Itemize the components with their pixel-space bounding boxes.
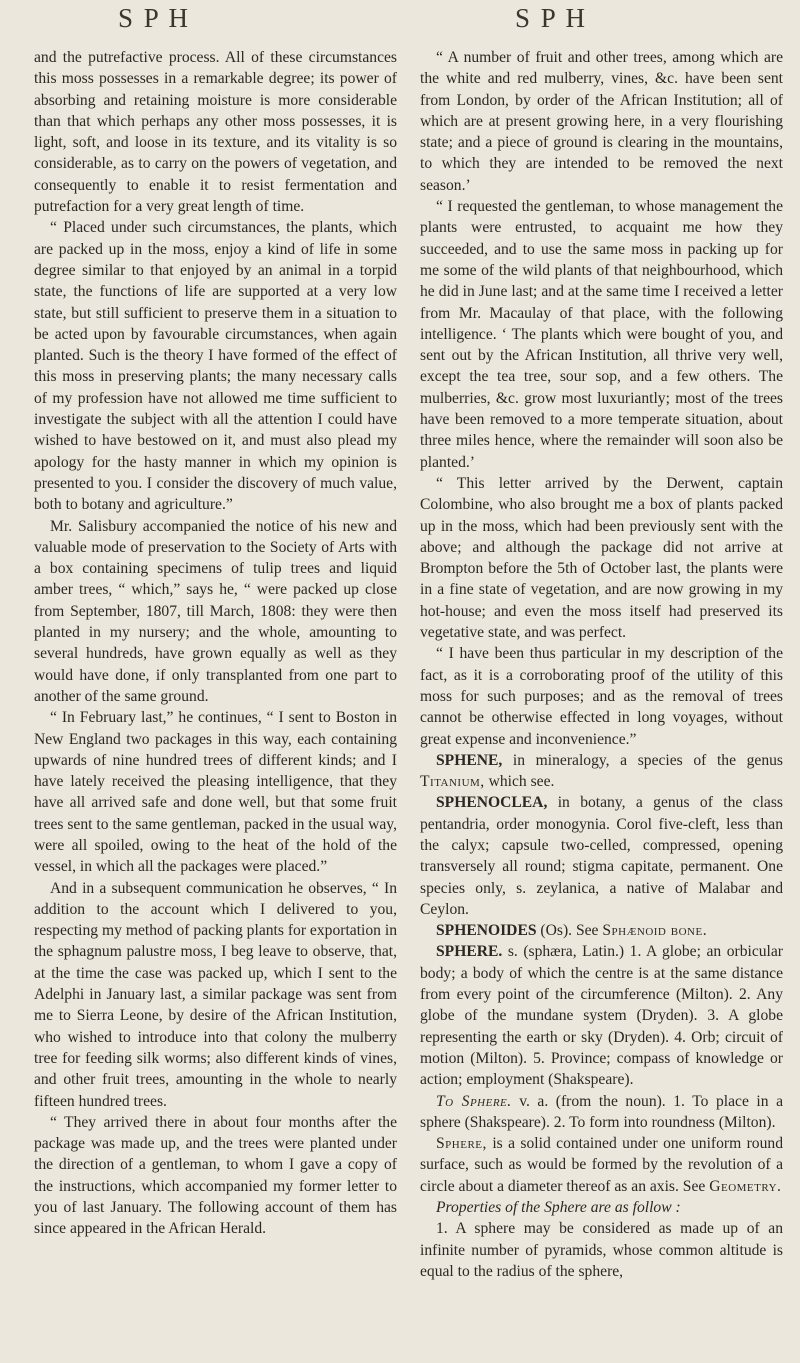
left-column: [34, 47, 397, 1240]
page-signature-left: S P H: [118, 3, 191, 33]
paragraph: And in a subsequent communication he observes, “ In addition to the account which I delivered to you, respecting my method of packing plants for exportation in the sphagnum palustre moss, I beg leave to observe, that, at the time the case was packed up, which I sent to the Adelphi in January last, a similar package was sent from me to Sierra Leone, by desire of the African Institution, who wished to introduce into that colony the mulberry tree for feeding silk worms; also different kinds of vines, and other fruit trees, amounting in the whole to nearly fifteen hundred trees.: [34, 879, 397, 1110]
entry-term: SPHENE,: [436, 751, 503, 769]
entry-term: SPHENOCLEA,: [436, 794, 548, 812]
entry-term: SPHERE.: [436, 943, 503, 961]
dictionary-entry-to-sphere: [420, 1091, 783, 1134]
paragraph: “ I requested the gentleman, to whose management the plants were entrusted, to acquaint me how they succeeded, and to use the same moss in packing up for me some of the wild plants of that neighbourhood, which he did in June last; and at the same time I received a letter from Mr. Macaulay of that place, with the following intelligence. ‘ The plants which were bought of you, and sent out by the African Institution, all thrive very well, except the tea tree, sour sop, and a few others. The mulberries, &c. grow most luxuriantly; most of the trees have been removed to a more temperate situation, about three miles hence, where the remainder will soon also be planted.’: [420, 198, 783, 471]
entry-text: s. (sphæra, Latin.) 1. A globe; an orbicular body; a body of which the centre is at the same distance from every point of the circumference (Milton). 2. Any globe of the mundane system (Dryden). 3. A globe representing the earth or sky (Dryden). 4. Orb; circuit of motion (Milton). 5. Province; compass of knowledge or action; employment (Shakspeare).: [420, 943, 783, 1089]
paragraph: “ A number of fruit and other trees, among which are the white and red mulberry, vines, &c. have been sent from London, by order of the African Institution; all of which are at present growing here, in a very flourishing state; and a piece of ground is clearing in the mountains, to which they are intended to be removed the next season.’: [420, 49, 783, 194]
entry-text: which see.: [484, 773, 555, 791]
dictionary-entry-sphenoclea: [420, 792, 783, 920]
paragraph: 1. A sphere may be considered as made up of an infinite number of pyramids, whose common altitude is equal to the radius of the sphere,: [420, 1220, 783, 1280]
entry-term: SPHENOIDES: [436, 922, 537, 940]
dictionary-entry-sphere: [420, 941, 783, 1090]
entry-genus: Titanium,: [420, 773, 485, 791]
entry-text: is a solid contained under one uniform round surface, such as would be formed by the revolution of a circle about a diameter thereof as an axis. See: [420, 1135, 783, 1195]
paragraph: “ I have been thus particular in my description of the fact, as it is a corroborating proof of the utility of this moss for such purposes; and as the removal of trees cannot be otherwise effected in long voyages, without great expense and inconvenience.”: [420, 645, 783, 748]
entry-see: Geometry.: [709, 1177, 782, 1195]
paragraph: “ Placed under such circumstances, the plants, which are packed up in the moss, enjoy a kind of life in some degree similar to that enjoyed by an animal in a torpid state, the functions of life are supported at a very low state, but still sufficient to preserve them in a situation to be acted upon by favourable circumstances, when again planted. Such is the theory I have formed of the effect of this moss in preserving plants; the many necessary calls of my profession have not allowed me time sufficient to investigate the subject with all the attention I could have wished to have bestowed on it, and must also plead my apology for the hasty manner in which my opinion is presented to you. I consider the discovery of much value, both to botany and agriculture.”: [34, 219, 397, 514]
dictionary-entry-sphere-solid: [420, 1133, 783, 1197]
entry-text: v. a. (from the noun). 1. To place in a sphere (Shakspeare). 2. To form into roundness (Milton).: [420, 1092, 783, 1131]
dictionary-entry-sphene: [420, 750, 783, 793]
entry-text: in botany, a genus of the class pentandria, order monogynia. Corol five-cleft, less than the calyx; capsule two-celled, compressed, opening transversely all round; stigma capitate, permanent. One species only, s. zeylanica, a native of Malabar and Ceylon.: [420, 794, 783, 918]
right-column: [420, 47, 783, 1282]
entry-text: in mineralogy, a species of the genus: [502, 751, 783, 769]
section-heading: Properties of the Sphere are as follow :: [436, 1199, 681, 1217]
paragraph: “ This letter arrived by the Derwent, captain Colombine, who also brought me a box of plants packed up in the moss, which had been previously sent with the above; and although the package did not arrive at Brompton before the 5th of October last, the plants were in a fine state of vegetation, and are now growing in my hot-house; and even the moss itself had preserved its vegetative state, and was perfect.: [420, 474, 783, 642]
entry-term: Sphere,: [436, 1135, 487, 1153]
paragraph: Mr. Salisbury accompanied the notice of his new and valuable mode of preservation to the Society of Arts with a box containing specimens of tulip trees and liquid amber trees, “ which,” says he, “ were packed up close from September, 1807, till March, 1808: they were then planted in my nursery; and the whole, amounting to several hundreds, have grown equally as well as they would have done, if only transplanted from one part to another of the same ground.: [34, 517, 397, 705]
entry-term: To Sphere.: [436, 1092, 512, 1110]
page-signature-right: S P H: [515, 3, 588, 33]
paragraph: and the putrefactive process. All of these circumstances this moss possesses in a remarkable degree; its power of absorbing and retaining moisture is more considerable than that which perhaps any other moss possesses, it is light, soft, and loose in its texture, and its vitality is so considerable, as to carry on the powers of vegetation, and consequently to enable it to resist fermentation and putrefaction for a very great length of time.: [34, 49, 397, 216]
paragraph: “ In February last,” he continues, “ I sent to Boston in New England two packages in this way, each containing upwards of nine hundred trees of different kinds; and I have lately received the pleasing intelligence, that they have all arrived safe and done well, but that some fruit trees sent to the same gentleman, packed in the usual way, were all spoiled, owing to the heat of the hold of the vessel, in which all the packages were placed.”: [34, 709, 397, 876]
dictionary-entry-sphenoides: [420, 920, 783, 941]
entry-see: Sphænoid bone.: [602, 922, 708, 940]
paragraph: “ They arrived there in about four months after the package was made up, and the trees were planted under the direction of a gentleman, to whom I gave a copy of the instructions, which accompanied my former letter to you of last January. The following account of them has since appeared in the African Herald.: [34, 1113, 397, 1238]
entry-text: (Os). See: [536, 922, 603, 940]
